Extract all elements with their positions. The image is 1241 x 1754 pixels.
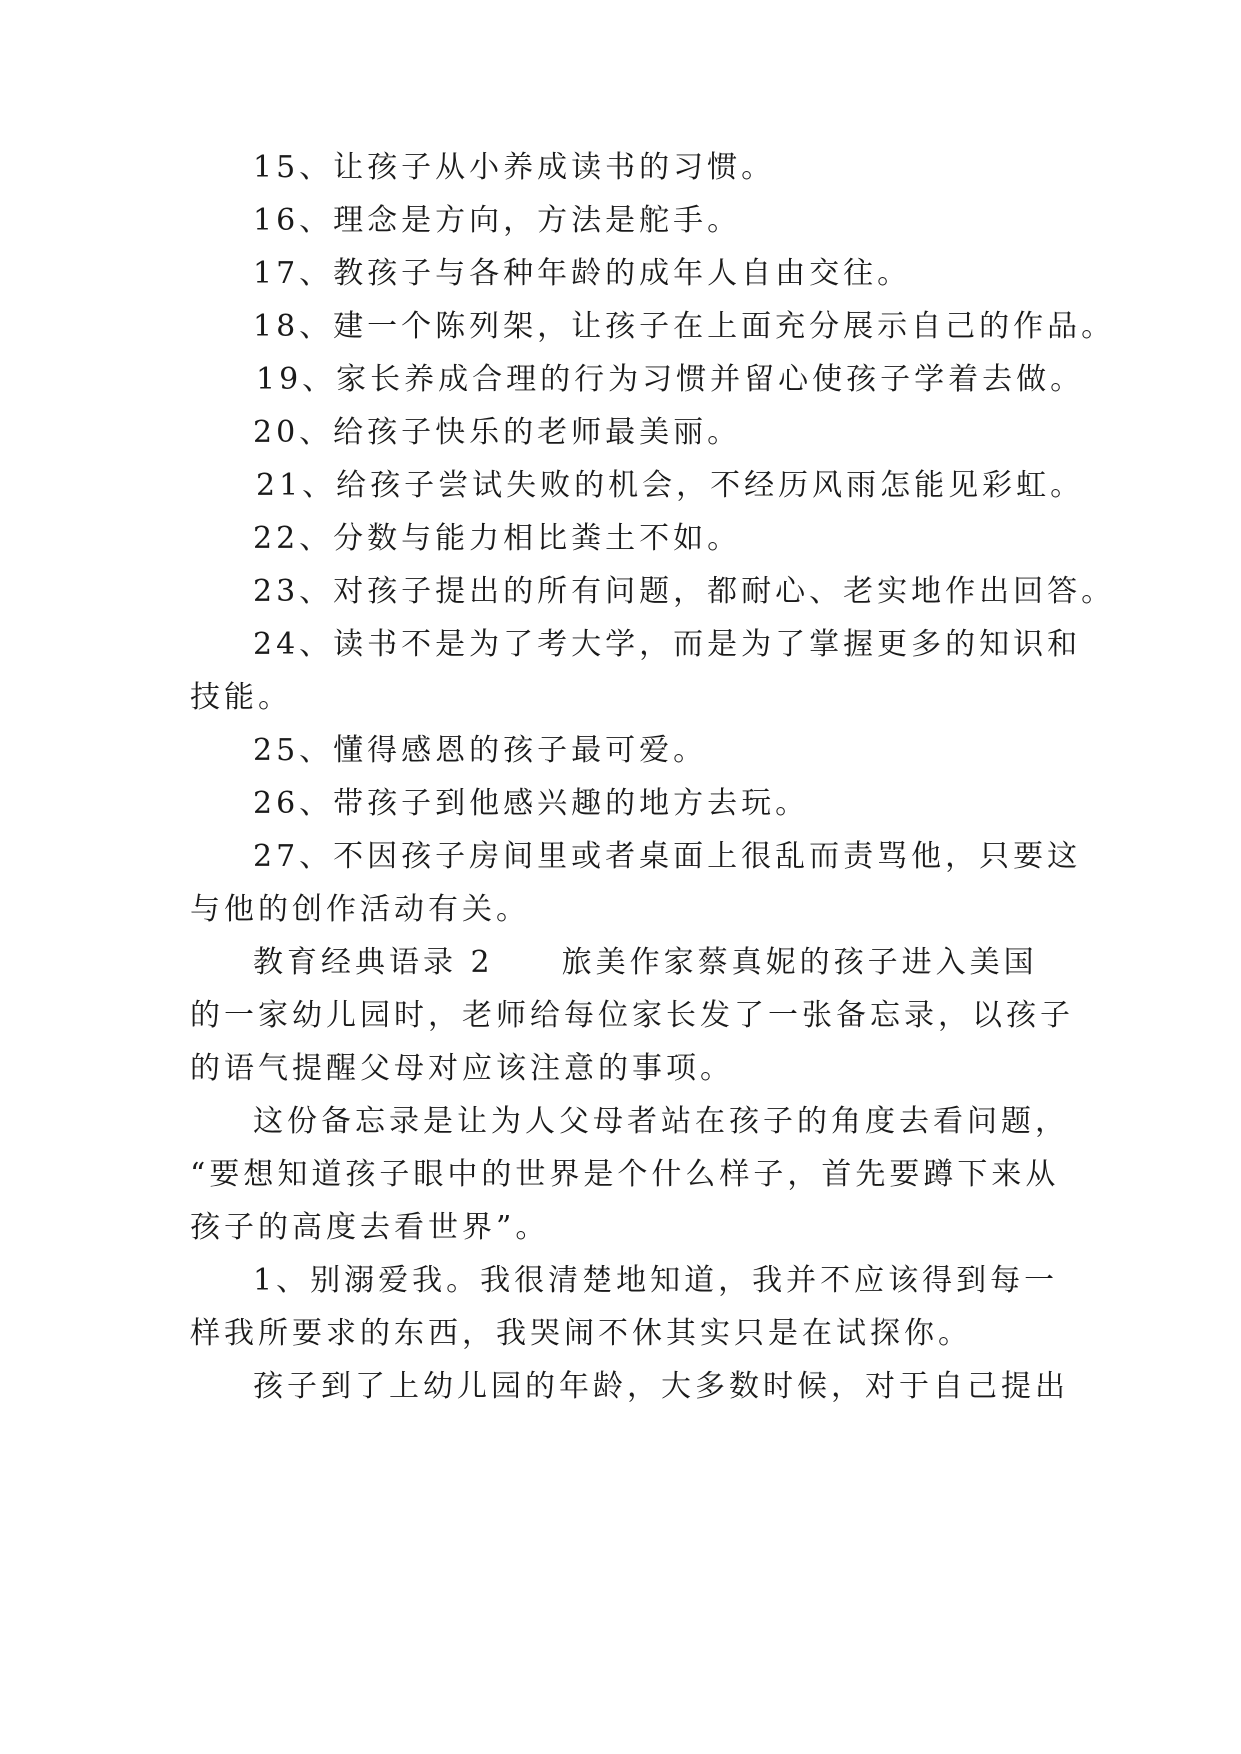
paragraph-line: 这份备忘录是让为人父母者站在孩子的角度去看问题，: [253, 1104, 1069, 1139]
paragraph-line: “要想知道孩子眼中的世界是个什么样子，首先要蹲下来从: [190, 1157, 1060, 1192]
paragraph-line: 的一家幼儿园时，老师给每位家长发了一张备忘录，以孩子: [190, 998, 1074, 1033]
paragraph-line: 20、给孩子快乐的老师最美丽。: [253, 415, 742, 450]
section-heading-line: [253, 943, 1073, 983]
paragraph-line: 18、建一个陈列架，让孩子在上面充分展示自己的作品。: [253, 309, 1116, 344]
paragraph-line: 19、家长养成合理的行为习惯并留心使孩子学着去做。: [256, 362, 1085, 397]
paragraph-line: 孩子的高度去看世界”。: [190, 1210, 550, 1245]
paragraph-line: 与他的创作活动有关。: [190, 892, 530, 927]
paragraph-line: 21、给孩子尝试失败的机会，不经历风雨怎能见彩虹。: [256, 468, 1085, 503]
paragraph-line: 1、别溺爱我。我很清楚地知道，我并不应该得到每一: [253, 1263, 1059, 1298]
paragraph-line: 技能。: [190, 680, 292, 715]
paragraph-line: 17、教孩子与各种年龄的成年人自由交往。: [253, 256, 912, 291]
paragraph-line: 15、让孩子从小养成读书的习惯。: [253, 150, 776, 185]
paragraph-line: 孩子到了上幼儿园的年龄，大多数时候，对于自己提出: [253, 1369, 1069, 1404]
paragraph-line: 25、懂得感恩的孩子最可爱。: [253, 733, 708, 768]
paragraph-line: 27、不因孩子房间里或者桌面上很乱而责骂他，只要这: [253, 839, 1082, 874]
paragraph-line: 22、分数与能力相比粪土不如。: [253, 521, 742, 556]
paragraph-text: 旅美作家蔡真妮的孩子进入美国: [561, 945, 1038, 980]
paragraph-line: 24、读书不是为了考大学，而是为了掌握更多的知识和: [253, 627, 1082, 662]
paragraph-line: 样我所要求的东西，我哭闹不休其实只是在试探你。: [190, 1316, 972, 1351]
section-heading: 教育经典语录 2: [253, 945, 494, 980]
paragraph-line: 23、对孩子提出的所有问题，都耐心、老实地作出回答。: [253, 574, 1116, 609]
paragraph-line: 16、理念是方向，方法是舵手。: [253, 203, 742, 238]
paragraph-line: 26、带孩子到他感兴趣的地方去玩。: [253, 786, 810, 821]
paragraph-line: 的语气提醒父母对应该注意的事项。: [190, 1051, 734, 1086]
